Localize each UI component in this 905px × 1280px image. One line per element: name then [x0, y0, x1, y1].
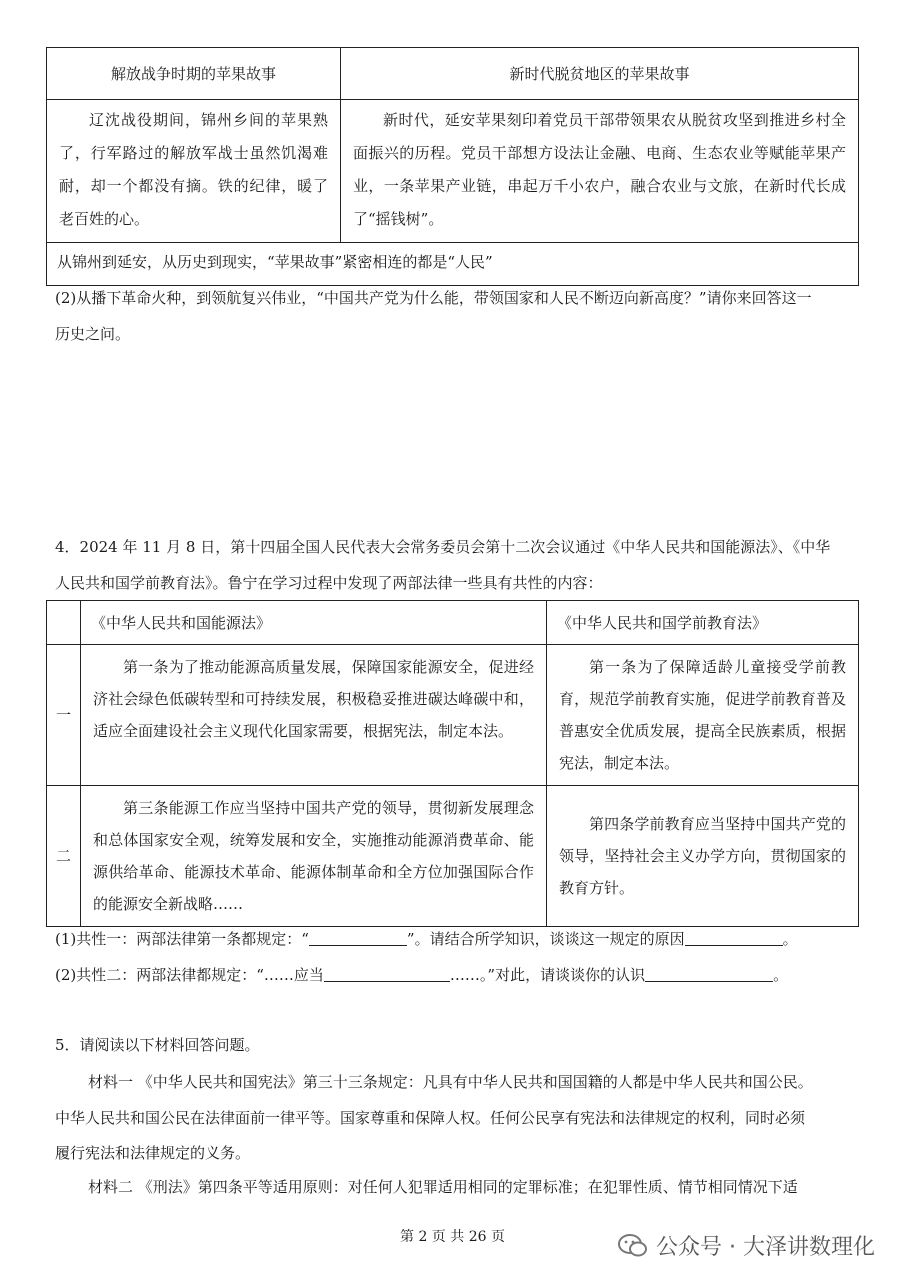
page-number: 第 2 页 共 26 页	[400, 1229, 505, 1245]
answer-blank[interactable]	[685, 928, 783, 946]
q4-1-text-a: (1)共性一：两部法律第一条都规定：“	[55, 930, 309, 948]
material-1-line3: 履行宪法和法律规定的义务。	[55, 1144, 251, 1162]
question-5-title: 5．请阅读以下材料回答问题。	[55, 1036, 260, 1054]
table1-header-left: 解放战争时期的苹果故事	[47, 48, 341, 100]
table2-row1-left: 第一条为了推动能源高质量发展，保障国家能源安全，促进经济社会绿色低碳转型和可持续发展，积极稳妥推进碳达峰碳中和，适应全面建设社会主义现代化国家需要，根据宪法，制定本法。	[81, 645, 547, 786]
apple-story-table	[46, 47, 859, 286]
q4-2-text-b: ……。”对此，请谈谈你的认识	[449, 966, 646, 984]
table2-row2-left: 第三条能源工作应当坚持中国共产党的领导，贯彻新发展理念和总体国家安全观，统筹发展和安全，实施推动能源消费革命、能源供给革命、能源技术革命、能源体制革命和全方位加强国际合作的能源安全新战略……	[81, 786, 547, 927]
question-4-line2: 人民共和国学前教育法》。鲁宁在学习过程中发现了两部法律一些具有共性的内容：	[55, 574, 603, 592]
answer-blank[interactable]	[309, 928, 407, 946]
table2-corner	[47, 601, 81, 645]
table2-header-right: 《中华人民共和国学前教育法》	[547, 601, 859, 645]
material-2-line1: 材料二 《刑法》第四条平等适用原则：对任何人犯罪适用相同的定罪标准；在犯罪性质、情节相同情况下适	[88, 1178, 798, 1196]
question-3-2-line2: 历史之问。	[55, 325, 131, 343]
table1-header-right: 新时代脱贫地区的苹果故事	[341, 48, 859, 100]
answer-blank[interactable]	[645, 964, 773, 982]
q4-1-text-c: 。	[782, 930, 798, 948]
table2-row2-right: 第四条学前教育应当坚持中国共产党的领导，坚持社会主义办学方向，贯彻国家的教育方针。	[547, 786, 859, 927]
material-1-line2: 中华人民共和国公民在法律面前一律平等。国家尊重和保障人权。任何公民享有宪法和法律规定的权利，同时必须	[55, 1109, 806, 1127]
question-4-2	[55, 960, 788, 990]
q4-1-text-b: ”。请结合所学知识，谈谈这一规定的原因	[406, 930, 685, 948]
wechat-icon	[618, 1233, 648, 1259]
law-comparison-table	[46, 600, 859, 927]
question-4-line1: 4．2024 年 11 月 8 日，第十四届全国人民代表大会常务委员会第十二次会议通过《中华人民共和国能源法》、《中华	[55, 538, 831, 556]
table2-row-label: 二	[47, 786, 81, 927]
table2-header-left: 《中华人民共和国能源法》	[81, 601, 547, 645]
answer-blank[interactable]	[324, 964, 450, 982]
table2-row1-right: 第一条为了保障适龄儿童接受学前教育，规范学前教育实施，促进学前教育普及普惠安全优质发展，提高全民族素质，根据宪法，制定本法。	[547, 645, 859, 786]
table1-footer-row: 从锦州到延安，从历史到现实，“苹果故事”紧密相连的都是“人民”	[47, 243, 859, 286]
material-1-line1: 材料一 《中华人民共和国宪法》第三十三条规定：凡具有中华人民共和国国籍的人都是中华人民共和国公民。	[88, 1073, 813, 1091]
table2-row-label: 一	[47, 645, 81, 786]
q4-2-text-a: (2)共性二：两部法律都规定：“……应当	[55, 966, 324, 984]
q4-2-text-c: 。	[773, 966, 789, 984]
table1-cell-right: 新时代，延安苹果刻印着党员干部带领果农从脱贫攻坚到推进乡村全面振兴的历程。党员干部想方设法让金融、电商、生态农业等赋能苹果产业，一条苹果产业链，串起万千小农户，融合农业与文旅，在新时代长成了“摇钱树”。	[341, 100, 859, 243]
watermark-text: 公众号 · 大泽讲数理化	[656, 1235, 875, 1260]
table1-cell-left: 辽沈战役期间，锦州乡间的苹果熟了，行军路过的解放军战士虽然饥渴难耐，却一个都没有摘。铁的纪律，暖了老百姓的心。	[47, 100, 341, 243]
watermark	[618, 1230, 875, 1261]
question-4-1	[55, 924, 798, 954]
question-3-2-line1: (2)从播下革命火种，到领航复兴伟业，“中国共产党为什么能，带领国家和人民不断迈向新高度？”请你来回答这一	[55, 289, 812, 307]
